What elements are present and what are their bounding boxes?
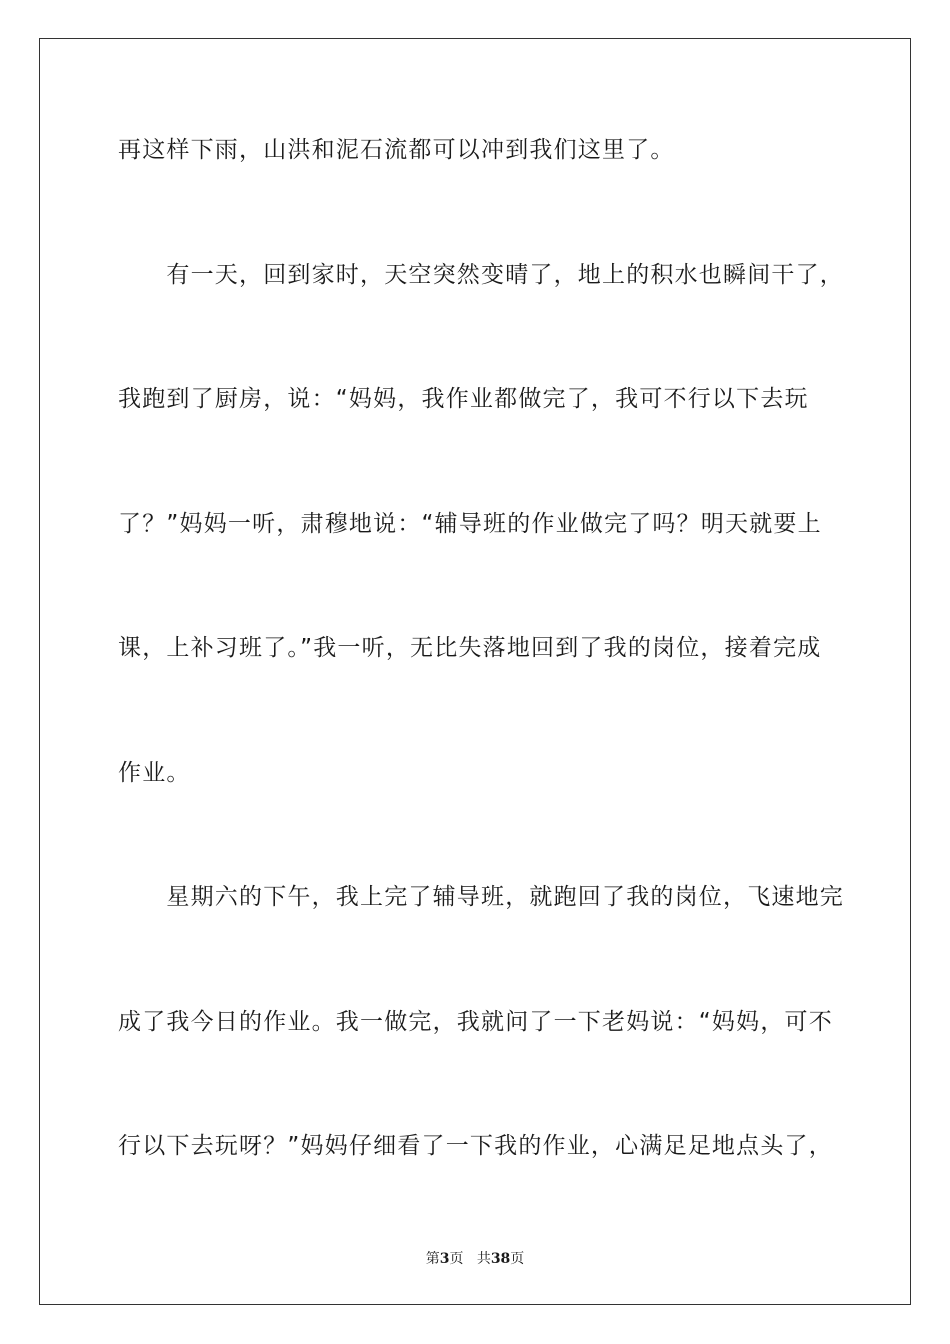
text-line-8: 成了我今日的作业。我一做完，我就问了一下老妈说：“妈妈，可不 (118, 1009, 833, 1035)
footer-total-suffix: 页 (510, 1251, 525, 1267)
footer-total-prefix: 共 (476, 1251, 491, 1267)
text-line-7: 星期六的下午，我上完了辅导班，就跑回了我的岗位，飞速地完 (118, 884, 844, 910)
text-line-1: 再这样下雨，山洪和泥石流都可以冲到我们这里了。 (118, 137, 675, 163)
footer-page-number: 3 (439, 1251, 450, 1267)
text-line-2: 有一天，回到家时，天空突然变晴了，地上的积水也瞬间干了， (118, 262, 844, 288)
footer-total-pages: 38 (490, 1251, 511, 1267)
text-line-9: 行以下去玩呀？”妈妈仔细看了一下我的作业，心满足足地点头了， (118, 1133, 833, 1159)
text-line-6: 作业。 (118, 760, 191, 786)
text-line-4: 了？”妈妈一听，肃穆地说：“辅导班的作业做完了吗？明天就要上 (118, 511, 822, 537)
page-border (39, 38, 911, 1305)
text-line-3: 我跑到了厨房，说：“妈妈，我作业都做完了，我可不行以下去玩 (118, 386, 809, 412)
footer-page-prefix: 第 (425, 1251, 440, 1267)
page-footer (0, 1248, 950, 1268)
text-line-5: 课，上补习班了。”我一听，无比失落地回到了我的岗位，接着完成 (118, 635, 822, 661)
footer-page-suffix: 页 (449, 1251, 464, 1267)
